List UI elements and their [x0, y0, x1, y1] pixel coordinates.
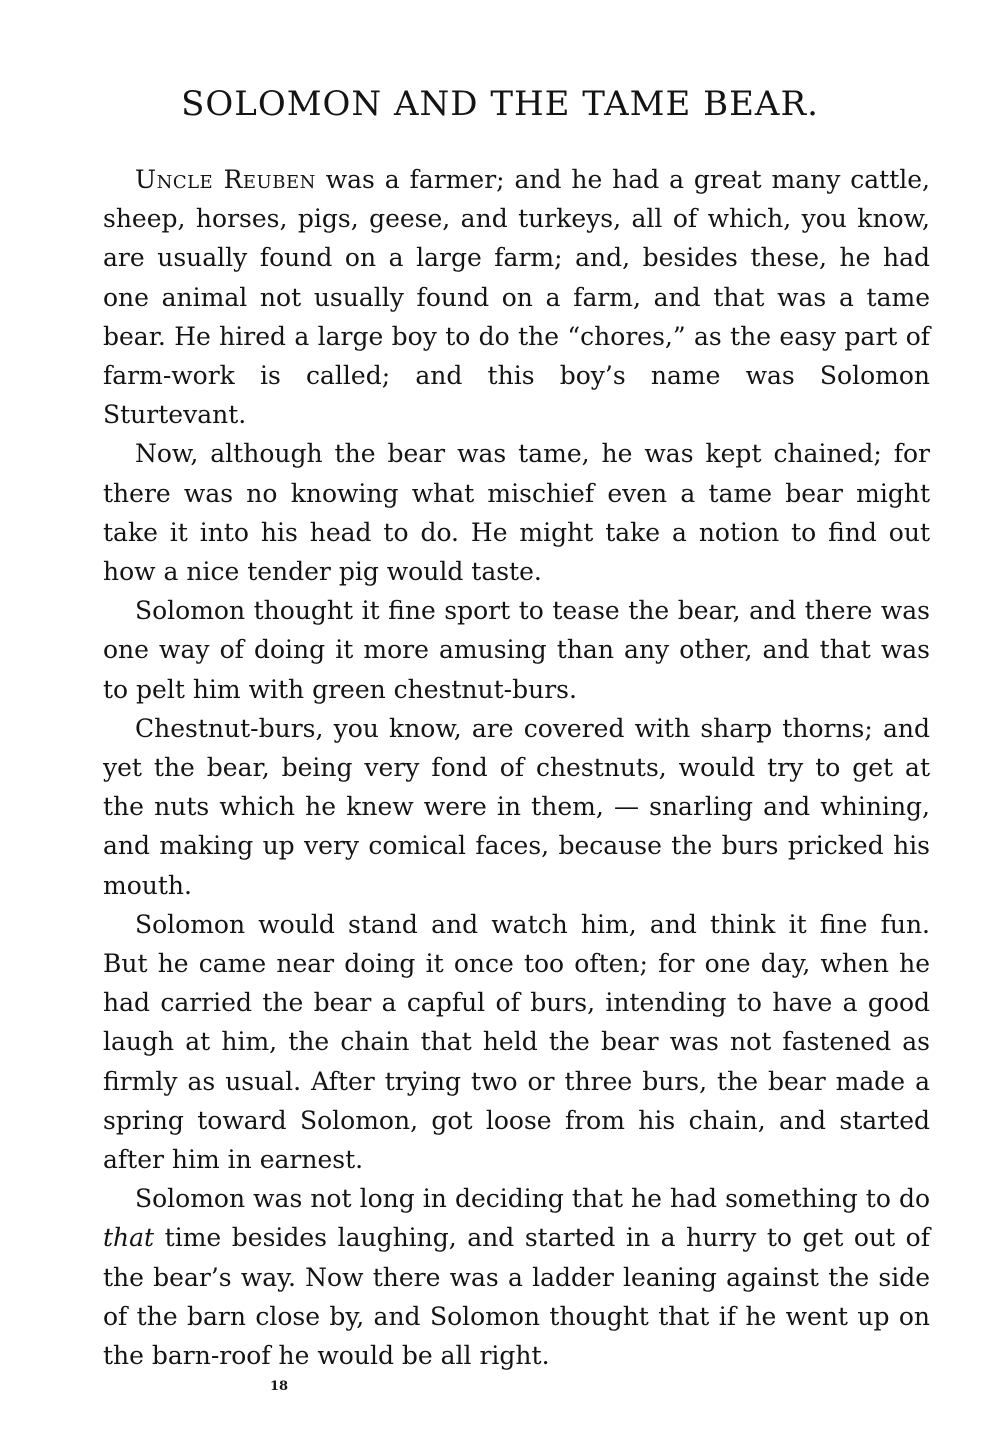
paragraph-text: time besides laughing, and started in a hurry to get out of the bear’s way. Now there was a ladder leaning against the side of the barn close by, and Solomon thought that if he went up on the barn-roof he would be all right.: [103, 1223, 930, 1371]
paragraph-4: Chestnut-burs, you know, are covered with sharp thorns; and yet the bear, being very fond of chestnuts, would try to get at the nuts which he knew were in them, — snarling and whining, and making up very comical faces, because the burs pricked his mouth.: [103, 713, 930, 900]
small-caps-lead: Uncle Reuben: [135, 165, 316, 194]
paragraph-5: Solomon would stand and watch him, and think it fine fun. But he came near doing it once too often; for one day, when he had carried the bear a capful of burs, intending to have a good laugh at him, the chain that held the bear was not fastened as firmly as usual. After trying two or three burs, the bear made a spring toward Solomon, got loose from his chain, and started after him in earnest.: [103, 909, 930, 1175]
page-number: 18: [270, 1379, 289, 1394]
paragraph-1: [103, 160, 930, 434]
paragraph-3: Solomon thought it fine sport to tease the bear, and there was one way of doing it more amusing than any other, and that was to pelt him with green chestnut-burs.: [103, 596, 930, 704]
paragraph-text: Solomon was not long in deciding that he had something to do: [135, 1184, 930, 1214]
chapter-title: SOLOMON AND THE TAME BEAR.: [181, 84, 819, 124]
paragraph-2: Now, although the bear was tame, he was kept chained; for there was no knowing what mischief even a tame bear might take it into his head to do. He might take a notion to find out how a nice tender pig would taste.: [103, 439, 930, 587]
emphasis-word: that: [103, 1223, 155, 1253]
paragraph-text: was a farmer; and he had a great many cattle, sheep, horses, pigs, geese, and turkeys, all of which, you know, are usually found on a large farm; and, besides these, he had one animal not usually found on a farm, and that was a tame bear. He hired a large boy to do the “chores,” as the easy part of farm-work is called; and this boy’s name was Solomon Sturtevant.: [103, 165, 930, 430]
body-text: [103, 160, 930, 1375]
paragraph-6: [103, 1179, 930, 1375]
